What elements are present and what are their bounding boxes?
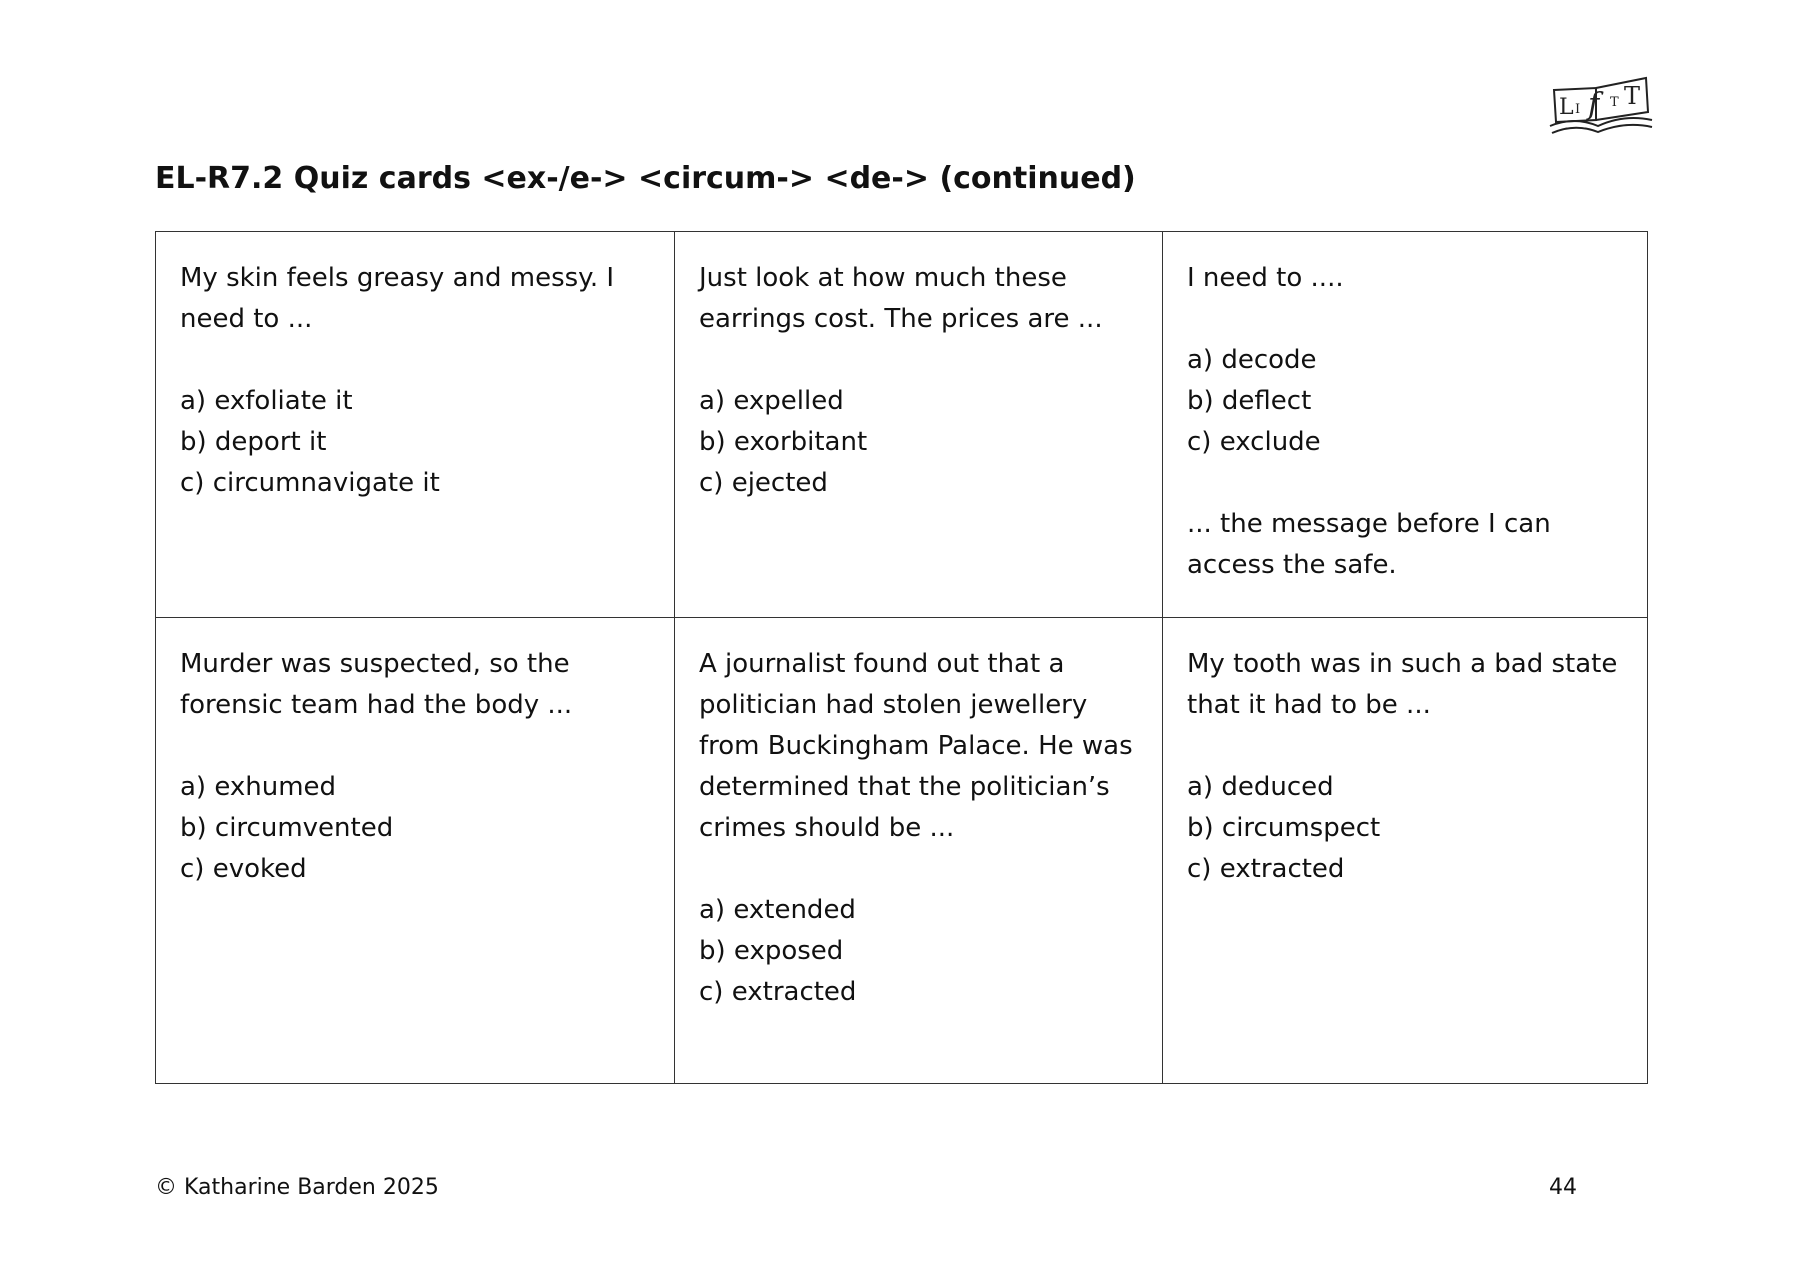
card-options xyxy=(699,381,1140,504)
option-b: b) deport it xyxy=(180,427,327,457)
option-b: b) exposed xyxy=(699,936,844,966)
card-options xyxy=(699,890,1140,1013)
card-options xyxy=(1187,340,1625,463)
option-a: a) expelled xyxy=(699,386,844,416)
card-prompt: Just look at how much these earrings cost. The prices are ... xyxy=(699,263,1103,334)
option-c: c) circumnavigate it xyxy=(180,468,440,498)
option-b: b) circumspect xyxy=(1187,813,1381,843)
option-a: a) exhumed xyxy=(180,772,337,802)
option-b: b) circumvented xyxy=(180,813,394,843)
option-c: c) ejected xyxy=(699,468,828,498)
card-options xyxy=(1187,767,1625,890)
quiz-card xyxy=(156,617,674,1083)
quiz-card xyxy=(674,617,1162,1083)
option-b: b) exorbitant xyxy=(699,427,868,457)
card-options xyxy=(180,381,652,504)
option-c: c) exclude xyxy=(1187,427,1321,457)
svg-text:f: f xyxy=(1588,87,1600,122)
option-b: b) deflect xyxy=(1187,386,1312,416)
lift-logo xyxy=(1548,76,1654,136)
option-a: a) exfoliate it xyxy=(180,386,353,416)
card-prompt: My tooth was in such a bad state that it had to be ... xyxy=(1187,649,1618,720)
card-continuation: ... the message before I can access the safe. xyxy=(1187,509,1551,580)
svg-text:T: T xyxy=(1624,82,1641,110)
card-prompt: My skin feels greasy and messy. I need to ... xyxy=(180,263,615,334)
option-c: c) extracted xyxy=(1187,854,1345,884)
svg-text:I: I xyxy=(1575,102,1581,117)
card-prompt: I need to .... xyxy=(1187,263,1344,293)
quiz-card xyxy=(1162,617,1647,1083)
option-a: a) extended xyxy=(699,895,856,925)
quiz-card xyxy=(1162,232,1647,617)
card-prompt: Murder was suspected, so the forensic team had the body ... xyxy=(180,649,573,720)
svg-text:L: L xyxy=(1559,95,1574,120)
quiz-card xyxy=(674,232,1162,617)
card-prompt: A journalist found out that a politician had stolen jewellery from Buckingham Palace. He was determined that the politician’s crimes should be ... xyxy=(699,649,1133,843)
option-c: c) extracted xyxy=(699,977,857,1007)
page-title: EL-R7.2 Quiz cards <ex-/e-> <circum-> <de-> (continued) xyxy=(155,161,1136,196)
quiz-card-grid xyxy=(155,231,1648,1084)
option-a: a) decode xyxy=(1187,345,1317,375)
card-options xyxy=(180,767,652,890)
copyright-notice: © Katharine Barden 2025 xyxy=(155,1175,439,1200)
svg-text:T: T xyxy=(1610,95,1619,110)
page-number: 44 xyxy=(1549,1175,1577,1200)
quiz-card xyxy=(156,232,674,617)
option-c: c) evoked xyxy=(180,854,307,884)
option-a: a) deduced xyxy=(1187,772,1334,802)
